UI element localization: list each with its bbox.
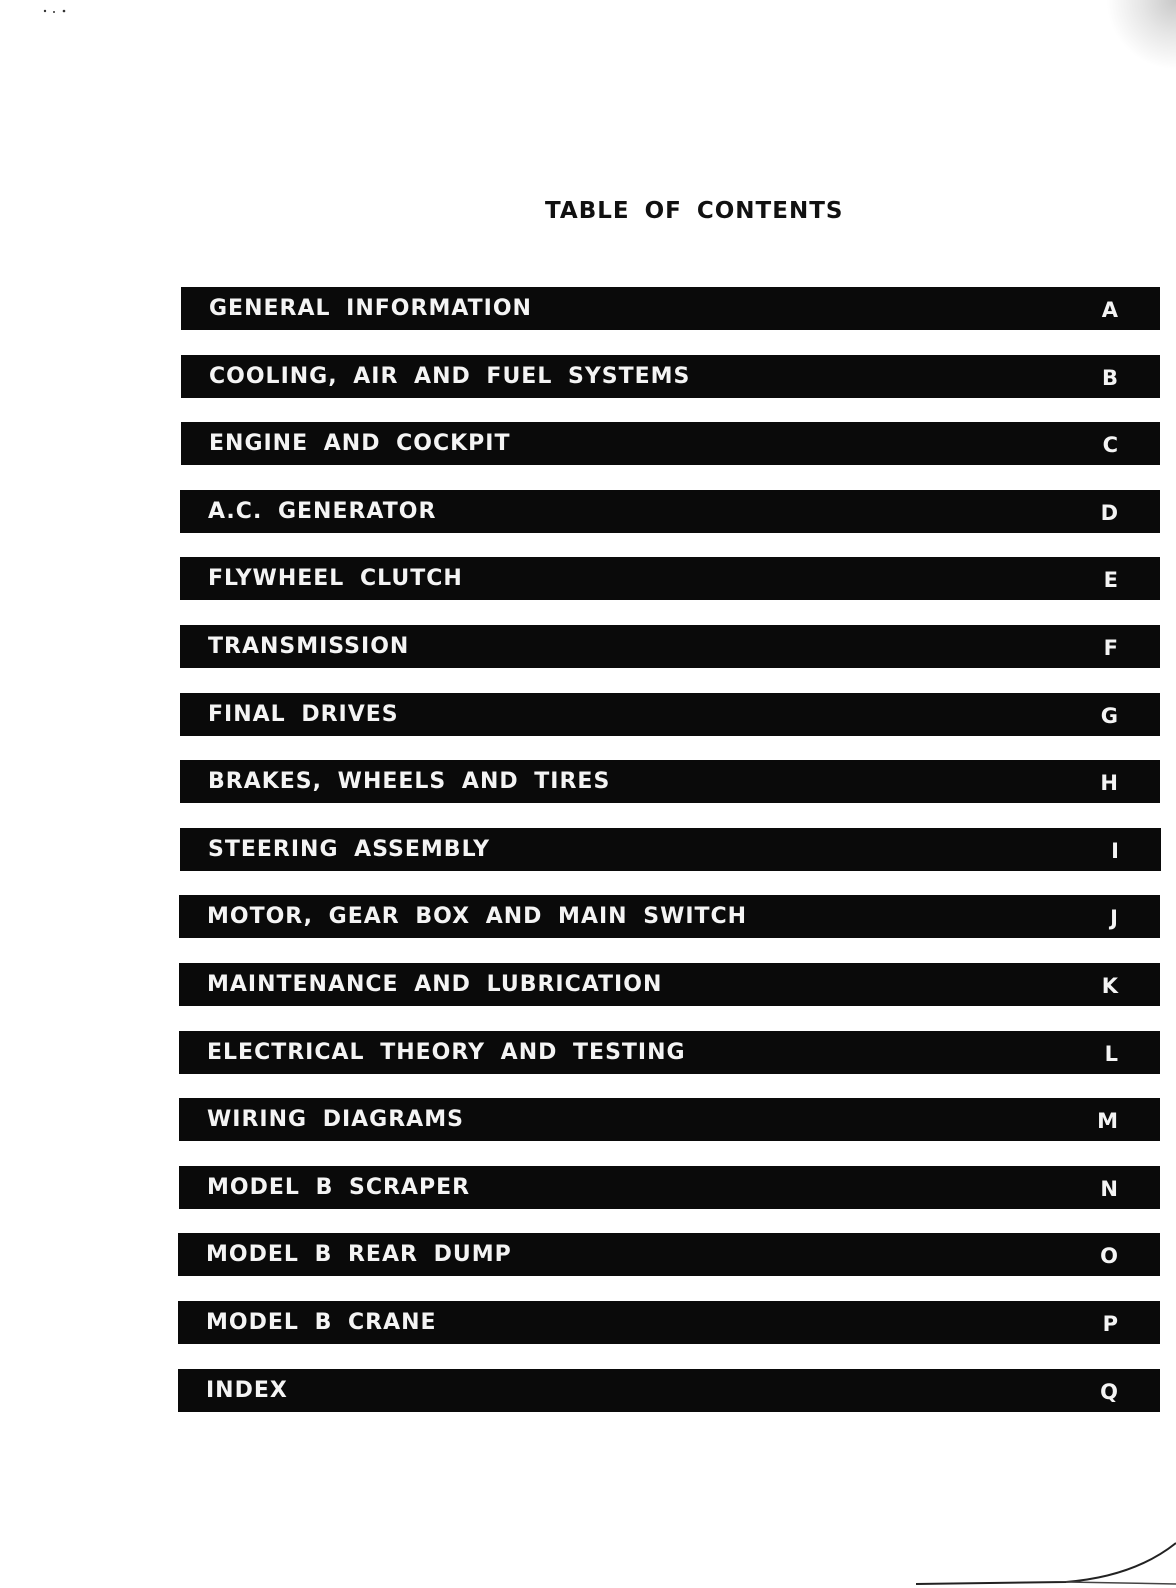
toc-entry-tab-letter: D [1100, 501, 1118, 525]
toc-entry[interactable] [180, 828, 1161, 871]
toc-entry-label: A.C. GENERATOR [208, 499, 437, 524]
page-curl [916, 1518, 1176, 1588]
toc-entry-label: FLYWHEEL CLUTCH [208, 566, 463, 591]
toc-entry-tab-letter: K [1101, 974, 1118, 998]
toc-entry-tab-letter: I [1111, 839, 1119, 863]
toc-entry-label: BRAKES, WHEELS AND TIRES [208, 769, 611, 794]
toc-entry-label: FINAL DRIVES [208, 702, 399, 727]
toc-entry-tab-letter: H [1100, 771, 1118, 795]
toc-entry[interactable] [180, 625, 1160, 668]
toc-entry-label: MAINTENANCE AND LUBRICATION [207, 972, 663, 997]
toc-entry[interactable] [179, 895, 1160, 938]
toc-entry-tab-letter: Q [1100, 1380, 1118, 1404]
toc-entry-tab-letter: F [1103, 636, 1118, 660]
page-title: TABLE OF CONTENTS [545, 198, 844, 224]
toc-entry-label: MODEL B CRANE [206, 1310, 437, 1335]
toc-entry-tab-letter: G [1100, 704, 1118, 728]
toc-entry[interactable] [181, 287, 1160, 330]
toc-entry-tab-letter: M [1097, 1109, 1118, 1133]
toc-entry-tab-letter: N [1100, 1177, 1118, 1201]
toc-entry[interactable] [179, 1098, 1160, 1141]
toc-entry-label: INDEX [206, 1378, 288, 1403]
toc-entry-label: COOLING, AIR AND FUEL SYSTEMS [209, 364, 691, 389]
toc-entry-tab-letter: O [1100, 1244, 1118, 1268]
toc-entry-label: TRANSMISSION [208, 634, 410, 659]
toc-entry-tab-letter: E [1103, 568, 1118, 592]
toc-entry[interactable] [181, 355, 1160, 398]
toc-entry-tab-letter: C [1102, 433, 1118, 457]
toc-entry-tab-letter: A [1101, 298, 1118, 322]
toc-entry-label: STEERING ASSEMBLY [208, 837, 491, 862]
toc-entry[interactable] [179, 1031, 1160, 1074]
toc-entry[interactable] [180, 760, 1160, 803]
toc-entry-tab-letter: J [1110, 906, 1118, 930]
toc-entry-label: MOTOR, GEAR BOX AND MAIN SWITCH [207, 904, 748, 929]
toc-entry[interactable] [180, 693, 1160, 736]
toc-entry[interactable] [181, 422, 1160, 465]
toc-entry[interactable] [179, 1166, 1160, 1209]
toc-entry-label: GENERAL INFORMATION [209, 296, 532, 321]
toc-entry[interactable] [180, 490, 1160, 533]
toc-entry[interactable] [179, 963, 1160, 1006]
toc-entry[interactable] [178, 1233, 1160, 1276]
toc-entry-tab-letter: B [1101, 366, 1118, 390]
toc-entry-label: ENGINE AND COCKPIT [209, 431, 511, 456]
toc-entry[interactable] [178, 1301, 1160, 1344]
toc-entry-tab-letter: P [1102, 1312, 1118, 1336]
toc-entry-label: ELECTRICAL THEORY AND TESTING [207, 1040, 686, 1065]
toc-entry[interactable] [180, 557, 1160, 600]
toc-entry-label: MODEL B REAR DUMP [206, 1242, 512, 1267]
toc-entry[interactable] [178, 1369, 1160, 1412]
toc-entry-label: WIRING DIAGRAMS [207, 1107, 464, 1132]
toc-entry-label: MODEL B SCRAPER [207, 1175, 471, 1200]
toc-entry-tab-letter: L [1104, 1042, 1118, 1066]
